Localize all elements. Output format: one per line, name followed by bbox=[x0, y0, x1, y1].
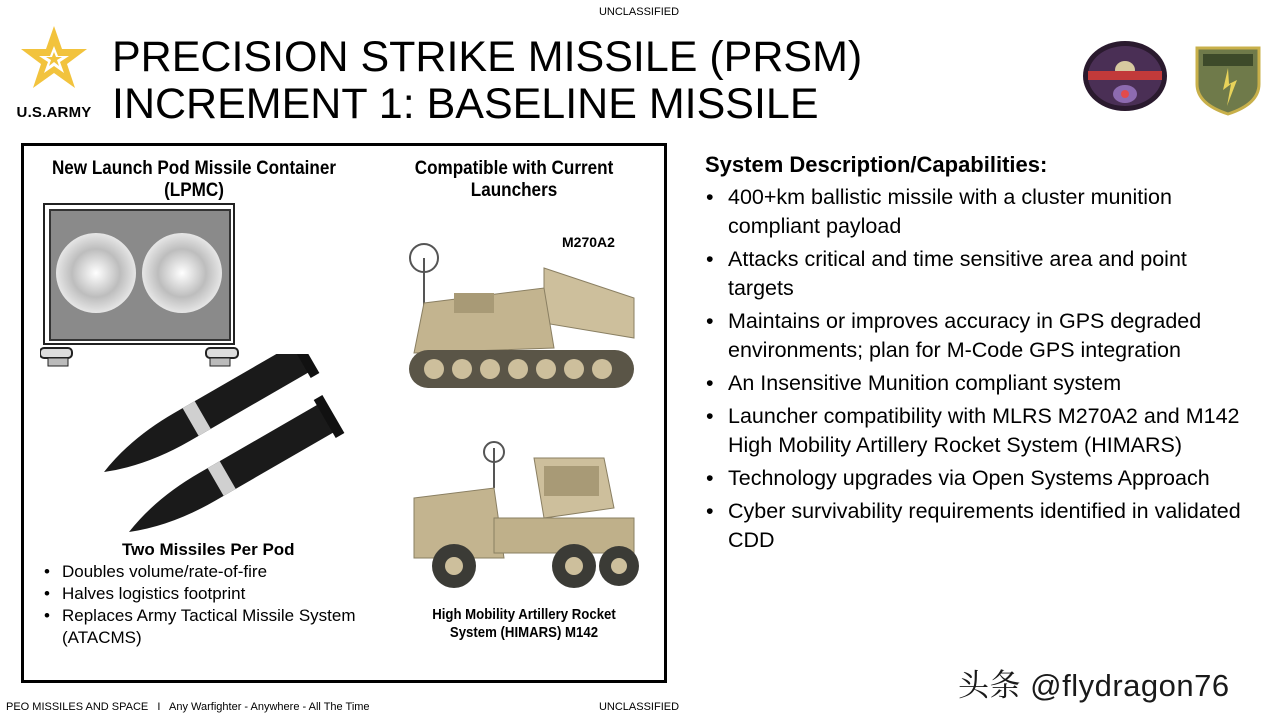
army-star-icon bbox=[19, 24, 89, 96]
capabilities-list bbox=[705, 183, 1245, 559]
compatible-launchers-heading: Compatible with Current Launchers bbox=[414, 158, 614, 201]
classification-bottom: UNCLASSIFIED bbox=[598, 701, 680, 713]
himars-m142-launcher-icon bbox=[394, 438, 644, 598]
himars-label: High Mobility Artillery Rocket System (HIMARS) M142 bbox=[432, 606, 616, 641]
army-logo-text: U.S.ARMY bbox=[16, 104, 92, 121]
list-item: • Attacks critical and time sensitive area and point targets bbox=[705, 245, 1245, 303]
title-line-1: PRECISION STRIKE MISSILE (PRSM) bbox=[112, 33, 863, 81]
classification-top: UNCLASSIFIED bbox=[598, 6, 680, 18]
peo-missiles-space-seal-icon bbox=[1082, 40, 1168, 112]
list-item: • Maintains or improves accuracy in GPS degraded environments; plan for M-Code GPS integration bbox=[705, 307, 1245, 365]
pod-subheading: Two Missiles Per Pod bbox=[122, 540, 295, 559]
list-item: • Technology upgrades via Open Systems Approach bbox=[705, 464, 1245, 493]
pod-benefits-list bbox=[42, 561, 392, 649]
list-item: • Halves logistics footprint bbox=[42, 583, 392, 605]
capabilities-heading: System Description/Capabilities: bbox=[705, 152, 1048, 177]
list-item: • Doubles volume/rate-of-fire bbox=[42, 561, 392, 583]
figure-panel bbox=[21, 143, 667, 683]
list-item: • Cyber survivability requirements identified in validated CDD bbox=[705, 497, 1245, 555]
launch-pod-container-icon bbox=[40, 200, 240, 370]
list-item: • 400+km ballistic missile with a cluster munition compliant payload bbox=[705, 183, 1245, 241]
us-army-logo bbox=[12, 24, 96, 122]
footer-text: PEO MISSILES AND SPACE I Any Warfighter - Anywhere - All The Time bbox=[6, 701, 370, 713]
list-item: • Launcher compatibility with MLRS M270A2 and M142 High Mobility Artillery Rocket System (HIMARS) bbox=[705, 402, 1245, 460]
list-item: • Replaces Army Tactical Missile System (ATACMS) bbox=[42, 605, 392, 649]
list-item: • An Insensitive Munition compliant system bbox=[705, 369, 1245, 398]
m270a2-label: M270A2 bbox=[562, 234, 615, 250]
prsm-missiles-icon bbox=[104, 354, 364, 544]
lpmc-heading: New Launch Pod Missile Container (LPMC) bbox=[51, 158, 337, 201]
title-line-2: INCREMENT 1: BASELINE MISSILE bbox=[112, 80, 819, 128]
m270a2-launcher-icon bbox=[394, 228, 644, 403]
watermark: 头条 @flydragon76 bbox=[958, 668, 1230, 703]
page-title bbox=[112, 34, 862, 128]
storm-shield-icon bbox=[1193, 44, 1263, 116]
